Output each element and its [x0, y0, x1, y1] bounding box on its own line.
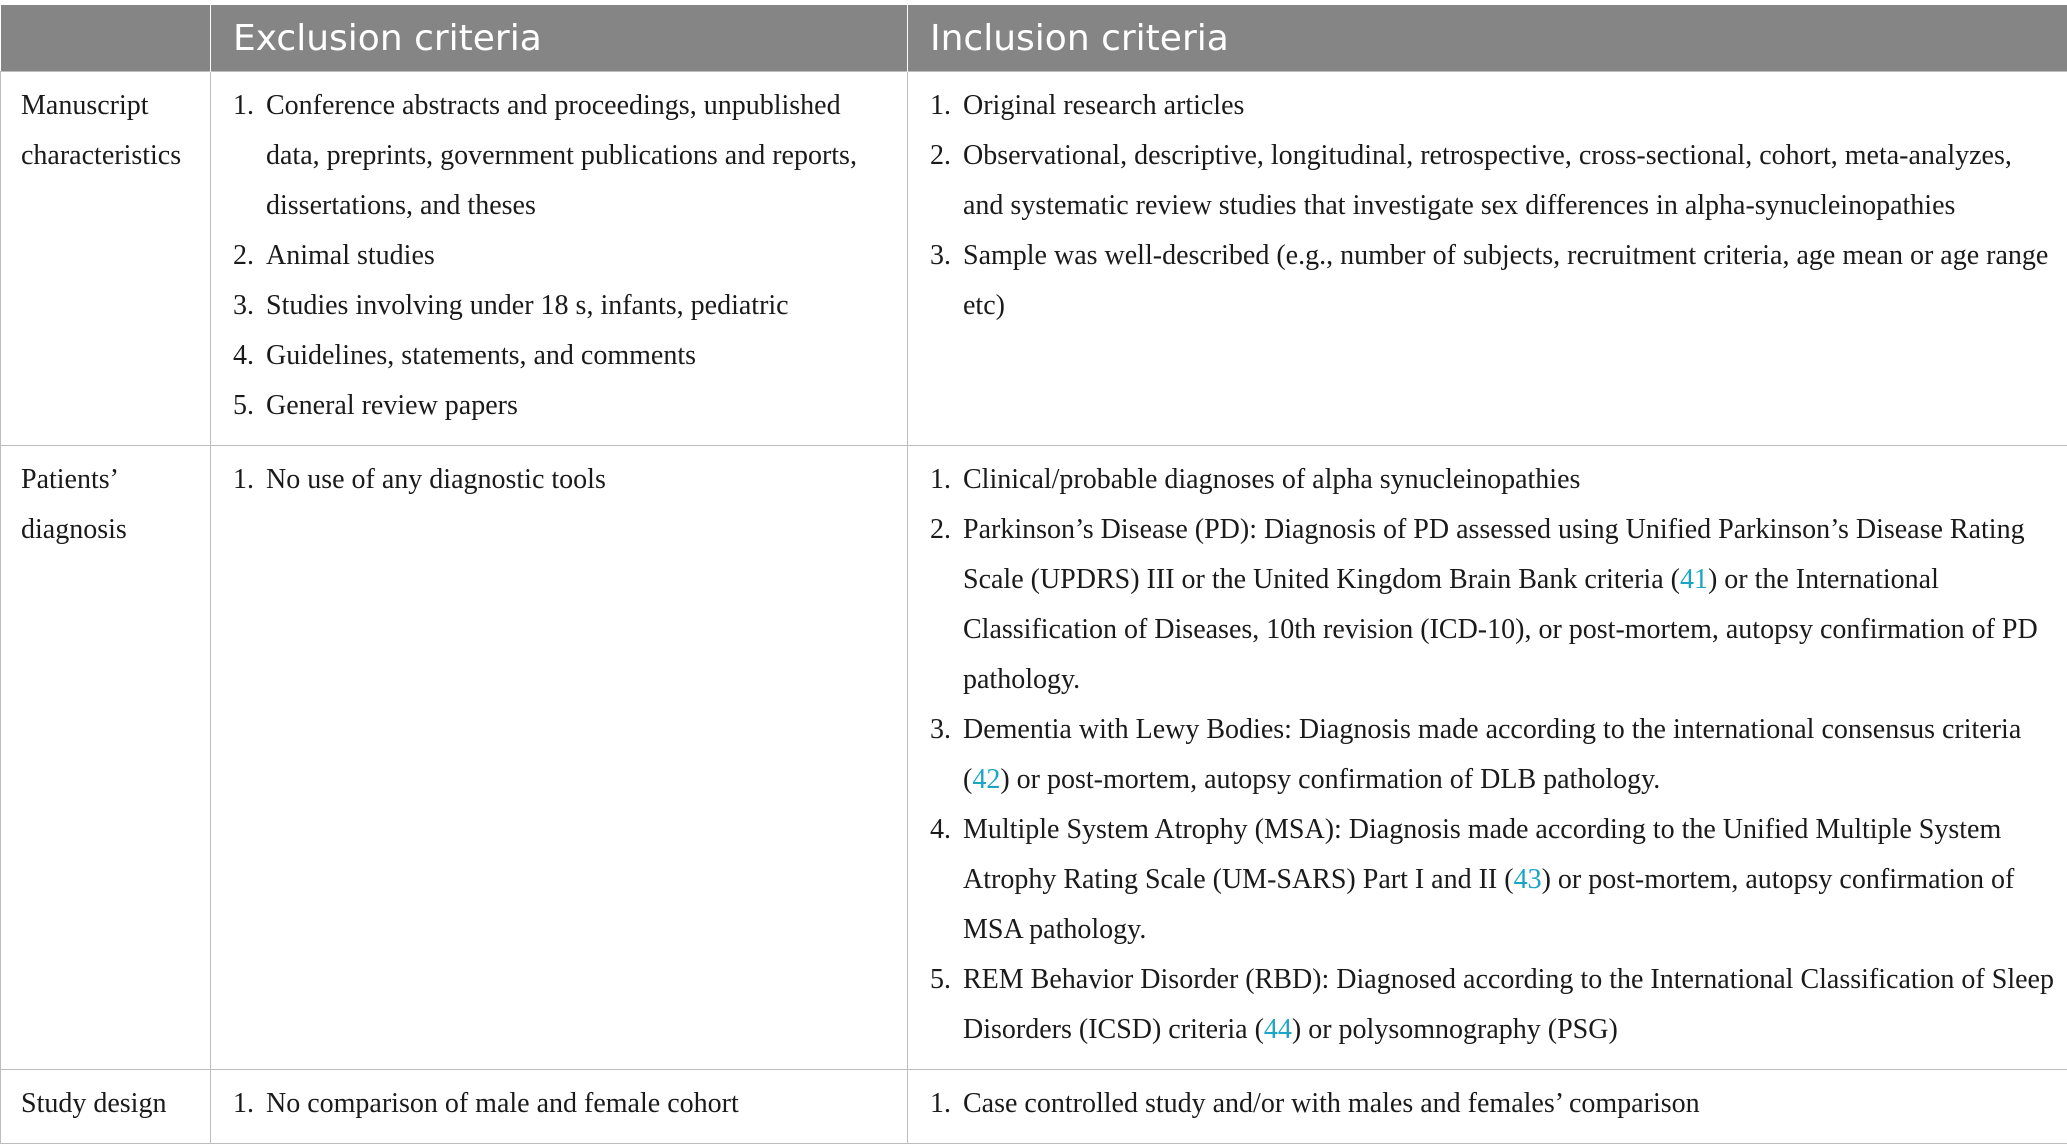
item-text-before-ref: Multiple System Atrophy (MSA): Diagnosis made according to the Unified Multiple System Atrophy Rating Scale (UM-SARS) Part I and II ( — [963, 814, 2001, 895]
header-row — [1, 5, 2067, 72]
item-text: Studies involving under 18 s, infants, pediatric — [266, 281, 895, 331]
item-text: General review papers — [266, 381, 895, 431]
list-item — [930, 231, 2055, 331]
item-text: Original research articles — [963, 81, 2055, 131]
item-number: 5. — [930, 955, 963, 1005]
list-item — [930, 81, 2055, 131]
item-number: 1. — [930, 455, 963, 505]
item-text: No comparison of male and female cohort — [266, 1079, 895, 1129]
item-text-after-ref: ) or post-mortem, autopsy confirmation of MSA pathology. — [963, 864, 2014, 945]
item-text — [963, 805, 2055, 955]
reference-link-43[interactable]: 43 — [1514, 864, 1542, 895]
reference-link-42[interactable]: 42 — [972, 764, 1000, 795]
inclusion-cell — [908, 1070, 2067, 1144]
inclusion-list — [930, 455, 2055, 1055]
item-number: 1. — [930, 1079, 963, 1129]
list-item — [930, 505, 2055, 705]
inclusion-cell — [908, 446, 2067, 1070]
exclusion-list — [233, 81, 895, 431]
item-number: 3. — [930, 231, 963, 281]
exclusion-cell — [211, 1070, 908, 1144]
reference-link-44[interactable]: 44 — [1264, 1014, 1292, 1045]
item-text-before-ref: REM Behavior Disorder (RBD): Diagnosed according to the International Classification of Sleep Disorders (ICSD) criteria ( — [963, 964, 2054, 1045]
header-exclusion-criteria: Exclusion criteria — [211, 5, 908, 72]
item-number: 2. — [233, 231, 266, 281]
row-label: Manuscript characteristics — [1, 72, 211, 446]
list-item — [930, 455, 2055, 505]
item-text-after-ref: ) or post-mortem, autopsy confirmation of DLB pathology. — [1000, 764, 1660, 795]
list-item — [930, 705, 2055, 805]
item-text — [963, 505, 2055, 705]
list-item — [233, 455, 895, 505]
table-row-patients-diagnosis — [1, 446, 2067, 1070]
inclusion-list — [930, 81, 2055, 331]
item-text: Case controlled study and/or with males and females’ comparison — [963, 1079, 2055, 1129]
table-row-study-design — [1, 1070, 2067, 1144]
header-inclusion-criteria: Inclusion criteria — [908, 5, 2067, 72]
reference-link-41[interactable]: 41 — [1680, 564, 1708, 595]
list-item — [233, 81, 895, 231]
item-text — [963, 705, 2055, 805]
item-text-before-ref: Dementia with Lewy Bodies: Diagnosis made according to the international consensus criteria ( — [963, 714, 2021, 795]
table-row-manuscript-characteristics — [1, 72, 2067, 446]
inclusion-cell — [908, 72, 2067, 446]
item-text-after-ref: ) or polysomnography (PSG) — [1292, 1014, 1618, 1045]
list-item — [233, 331, 895, 381]
exclusion-cell — [211, 446, 908, 1070]
item-number: 1. — [233, 1079, 266, 1129]
item-text: Animal studies — [266, 231, 895, 281]
item-text: No use of any diagnostic tools — [266, 455, 895, 505]
item-text: Sample was well-described (e.g., number of subjects, recruitment criteria, age mean or age range etc) — [963, 231, 2055, 331]
list-item — [930, 805, 2055, 955]
item-text: Clinical/probable diagnoses of alpha synucleinopathies — [963, 455, 2055, 505]
item-number: 3. — [930, 705, 963, 755]
header-blank-cell — [1, 5, 211, 72]
item-text-before-ref: Parkinson’s Disease (PD): Diagnosis of PD assessed using Unified Parkinson’s Disease Rating Scale (UPDRS) III or the United Kingdom Brain Bank criteria ( — [963, 514, 2025, 595]
item-number: 2. — [930, 505, 963, 555]
item-number: 4. — [930, 805, 963, 855]
item-number: 1. — [233, 81, 266, 131]
exclusion-cell — [211, 72, 908, 446]
item-number: 1. — [233, 455, 266, 505]
list-item — [930, 955, 2055, 1055]
item-text-after-ref: ) or the International Classification of Diseases, 10th revision (ICD-10), or post-mortem, autopsy confirmation of PD pathology. — [963, 564, 2038, 695]
item-text: Conference abstracts and proceedings, unpublished data, preprints, government publications and reports, dissertations, and theses — [266, 81, 895, 231]
exclusion-list — [233, 455, 895, 505]
list-item — [233, 231, 895, 281]
criteria-table — [0, 5, 2067, 1144]
item-number: 2. — [930, 131, 963, 181]
item-text — [963, 955, 2055, 1055]
item-number: 5. — [233, 381, 266, 431]
row-label: Study design — [1, 1070, 211, 1144]
list-item — [233, 381, 895, 431]
row-label: Patients’ diagnosis — [1, 446, 211, 1070]
list-item — [233, 281, 895, 331]
list-item — [930, 131, 2055, 231]
item-number: 4. — [233, 331, 266, 381]
item-text: Guidelines, statements, and comments — [266, 331, 895, 381]
item-number: 3. — [233, 281, 266, 331]
item-text: Observational, descriptive, longitudinal, retrospective, cross-sectional, cohort, meta-analyzes, and systematic review studies that investigate sex differences in alpha-synucleinopathies — [963, 131, 2055, 231]
item-number: 1. — [930, 81, 963, 131]
